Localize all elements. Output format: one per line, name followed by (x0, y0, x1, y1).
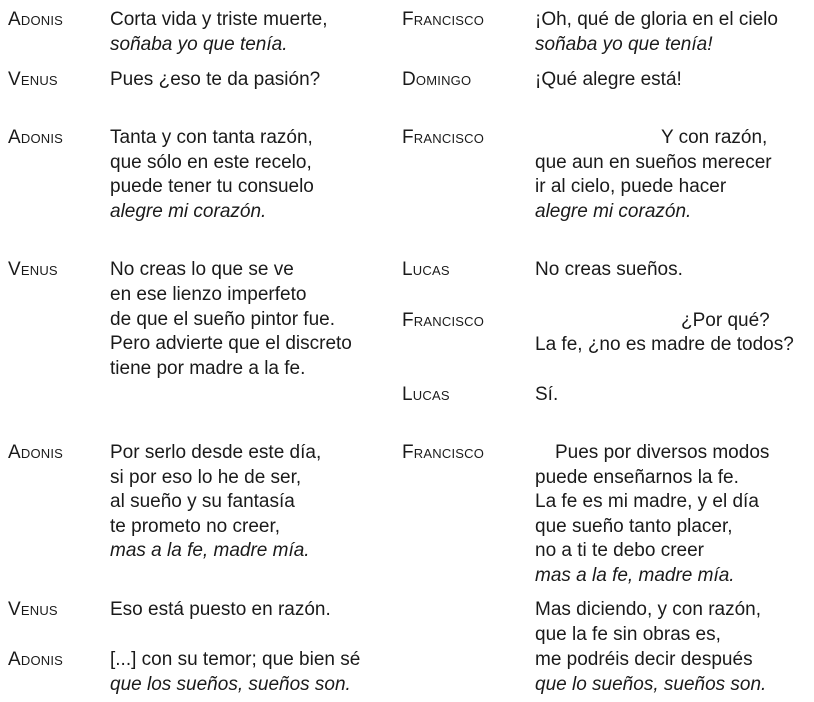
speaker-name: Adonis (8, 442, 64, 463)
verse-line: Y con razón, (661, 127, 768, 148)
verse-line: Mas diciendo, y con razón, (535, 599, 762, 620)
verse-line: puede tener tu consuelo (110, 176, 314, 197)
speaker-name: Francisco (402, 310, 485, 331)
verse-line: que la fe sin obras es, (535, 624, 721, 645)
verse-line: soñaba yo que tenía. (110, 34, 288, 55)
speaker-name: Francisco (402, 127, 485, 148)
verse-line: puede enseñarnos la fe. (535, 467, 739, 488)
verse-line: Pues ¿eso te da pasión? (110, 69, 321, 90)
verse-line: No creas lo que se ve (110, 259, 294, 280)
verse-line: al sueño y su fantasía (110, 491, 295, 512)
verse-line: Eso está puesto en razón. (110, 599, 331, 620)
verse-line: La fe, ¿no es madre de todos? (535, 334, 794, 355)
speaker-name: Venus (8, 259, 58, 280)
verse-line: si por eso lo he de ser, (110, 467, 302, 488)
speaker-name: Adonis (8, 9, 64, 30)
verse-line: No creas sueños. (535, 259, 683, 280)
verse-line: en ese lienzo imperfeto (110, 284, 307, 305)
speaker-name: Adonis (8, 127, 64, 148)
speaker-name: Francisco (402, 442, 485, 463)
speaker-name: Francisco (402, 9, 485, 30)
verse-line: La fe es mi madre, y el día (535, 491, 759, 512)
verse-line: soñaba yo que tenía! (535, 34, 713, 55)
verse-line: que sólo en este recelo, (110, 152, 312, 173)
verse-line: alegre mi corazón. (110, 201, 267, 222)
verse-line: Corta vida y triste muerte, (110, 9, 328, 30)
verse-line: Sí. (535, 384, 559, 405)
speaker-name: Venus (8, 599, 58, 620)
verse-line: que los sueños, sueños son. (110, 674, 351, 695)
speaker-name: Adonis (8, 649, 64, 670)
verse-line: de que el sueño pintor fue. (110, 309, 336, 330)
verse-line: ¿Por qué? (681, 310, 770, 331)
verse-line: me podréis decir después (535, 649, 753, 670)
speaker-name: Venus (8, 69, 58, 90)
verse-line: mas a la fe, madre mía. (110, 540, 310, 561)
verse-line: Pues por diversos modos (555, 442, 770, 463)
verse-line: que sueño tanto placer, (535, 516, 733, 537)
verse-line: alegre mi corazón. (535, 201, 692, 222)
verse-line: mas a la fe, madre mía. (535, 565, 735, 586)
verse-line: tiene por madre a la fe. (110, 358, 306, 379)
verse-line: te prometo no creer, (110, 516, 281, 537)
verse-line: ¡Oh, qué de gloria en el cielo (535, 9, 778, 30)
verse-line: no a ti te debo creer (535, 540, 704, 561)
verse-line: ¡Qué alegre está! (535, 69, 682, 90)
verse-line: Pero advierte que el discreto (110, 333, 352, 354)
verse-line: [...] con su temor; que bien sé (110, 649, 361, 670)
verse-line: Por serlo desde este día, (110, 442, 322, 463)
verse-line: que lo sueños, sueños son. (535, 674, 767, 695)
speaker-name: Domingo (402, 69, 472, 90)
speaker-name: Lucas (402, 384, 450, 405)
verse-line: Tanta y con tanta razón, (110, 127, 313, 148)
verse-line: que aun en sueños merecer (535, 152, 772, 173)
verse-line: ir al cielo, puede hacer (535, 176, 727, 197)
speaker-name: Lucas (402, 259, 450, 280)
